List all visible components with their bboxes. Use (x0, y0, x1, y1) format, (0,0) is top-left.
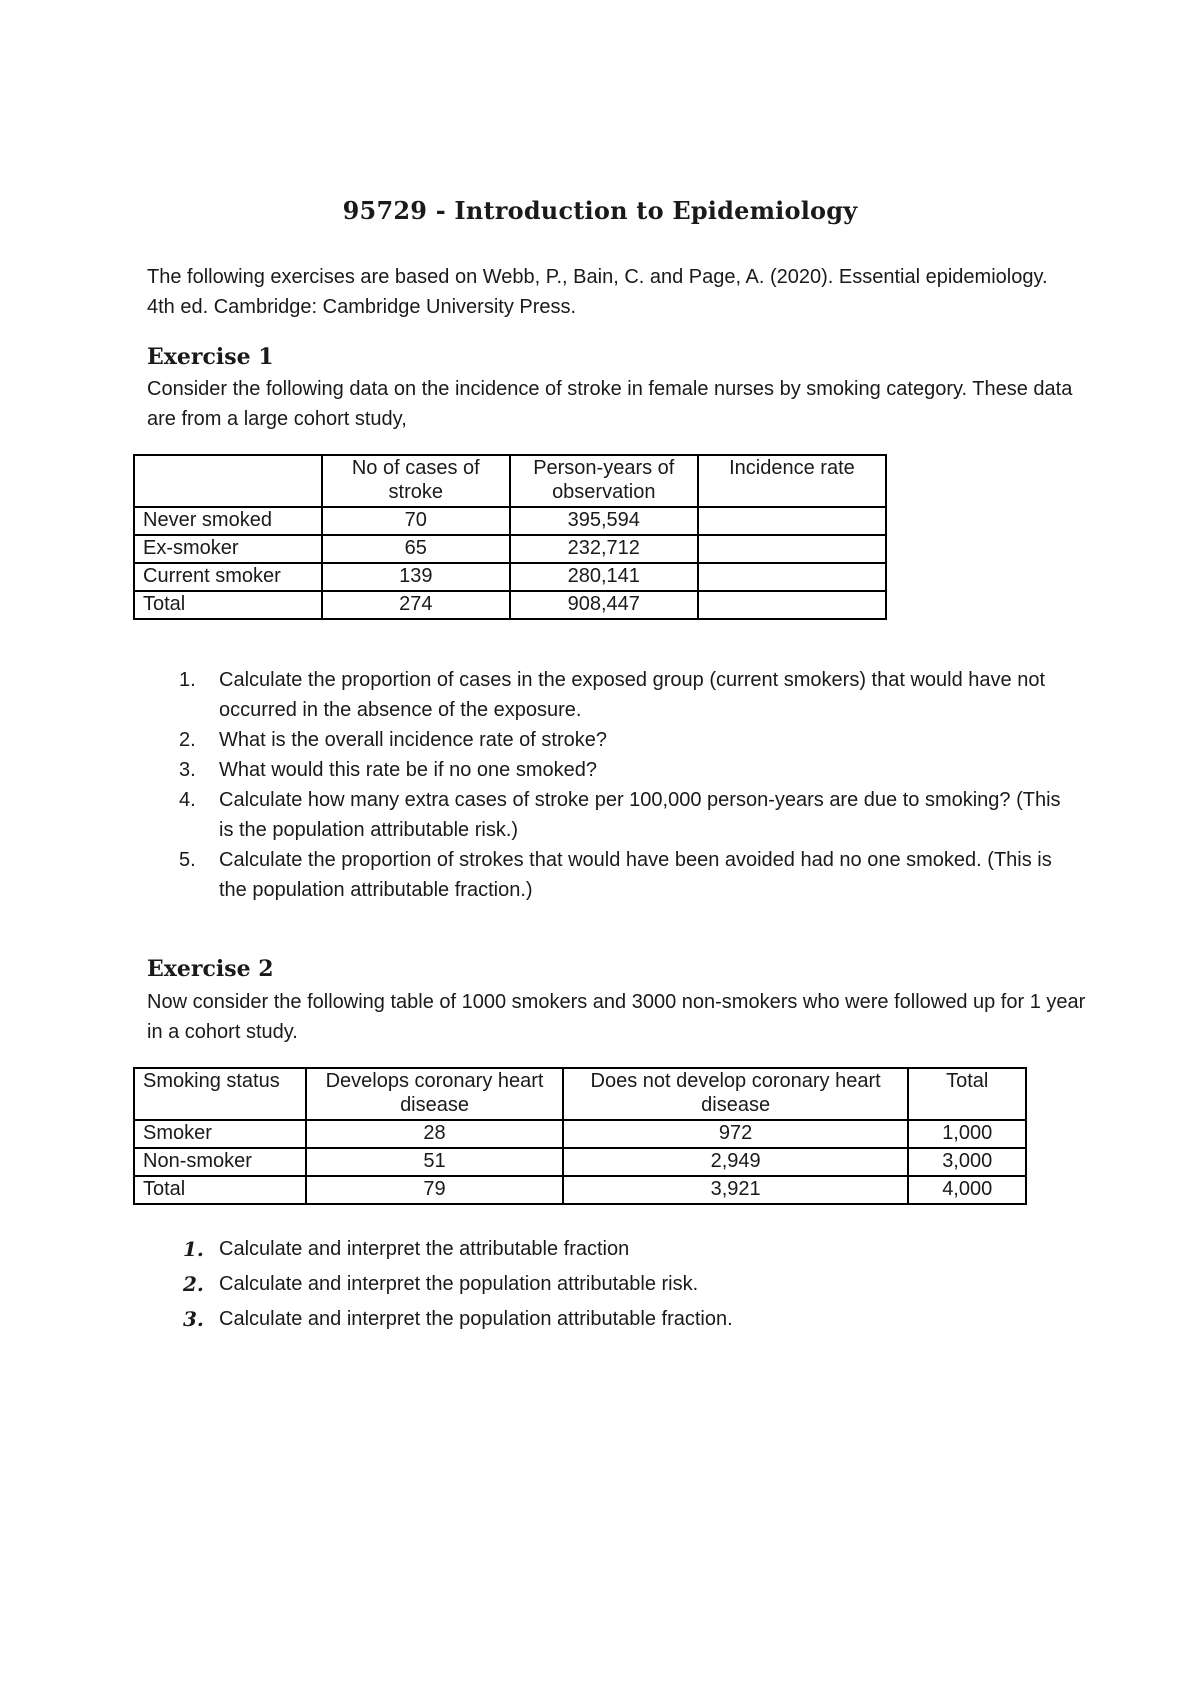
table-cell: 139 (322, 563, 510, 591)
list-item (147, 1302, 1077, 1337)
row-label: Current smoker (134, 563, 322, 591)
list-number: 2. (179, 729, 196, 751)
row-label: Total (134, 591, 322, 619)
list-item (147, 725, 1077, 755)
table-row (134, 1148, 1026, 1176)
question-text: Calculate and interpret the population attributable risk. (219, 1273, 699, 1295)
table-row (134, 1120, 1026, 1148)
coronary-heart-disease-table (133, 1067, 1027, 1205)
list-number: 1. (179, 669, 196, 691)
table-cell: 79 (306, 1176, 563, 1204)
table-cell: 280,141 (510, 563, 698, 591)
list-item (147, 1267, 1077, 1302)
stroke-incidence-table (133, 454, 887, 620)
list-number: 3. (179, 759, 196, 781)
table-header-row (134, 1068, 1026, 1120)
table-cell: 65 (322, 535, 510, 563)
table-row (134, 535, 886, 563)
row-label: Smoker (134, 1120, 306, 1148)
question-text: Calculate how many extra cases of stroke per 100,000 person-years are due to smoking? (This is the population attributable risk.) (219, 789, 1061, 841)
table-header-cell: Does not develop coronary heart disease (563, 1068, 909, 1120)
table-header-cell (134, 455, 322, 507)
table-header-cell: Incidence rate (698, 455, 886, 507)
list-number: 4. (179, 789, 196, 811)
exercise-2-description: Now consider the following table of 1000 smokers and 3000 non-smokers who were followed up for 1 year in a cohort study. (147, 991, 1086, 1043)
exercise-1-description: Consider the following data on the incidence of stroke in female nurses by smoking category. These data are from a large cohort study, (147, 378, 1073, 430)
row-label: Non-smoker (134, 1148, 306, 1176)
list-number: 2. (183, 1272, 204, 1296)
table-cell: 51 (306, 1148, 563, 1176)
row-label: Total (134, 1176, 306, 1204)
table-cell: 70 (322, 507, 510, 535)
table-header-cell: Develops coronary heart disease (306, 1068, 563, 1120)
table-header-cell: Smoking status (134, 1068, 306, 1120)
question-text: What would this rate be if no one smoked? (219, 759, 597, 781)
table-cell: 395,594 (510, 507, 698, 535)
table-header-cell: No of cases of stroke (322, 455, 510, 507)
table-cell: 908,447 (510, 591, 698, 619)
list-number: 5. (179, 849, 196, 871)
table-header-cell: Person-years of observation (510, 455, 698, 507)
table-cell: 232,712 (510, 535, 698, 563)
table-cell: 4,000 (908, 1176, 1026, 1204)
table-cell: 972 (563, 1120, 909, 1148)
table-row (134, 563, 886, 591)
table-row (134, 1176, 1026, 1204)
list-item (147, 755, 1077, 785)
exercise-1-heading: Exercise 1 (147, 344, 274, 370)
intro-paragraph: The following exercises are based on Webb, P., Bain, C. and Page, A. (2020). Essential epidemiology. 4th ed. Cambridge: Cambridge University Press. (147, 266, 1048, 318)
list-item (147, 785, 1077, 845)
exercise-2-questions (147, 1232, 1077, 1337)
list-item (147, 1232, 1077, 1267)
table-cell (698, 563, 886, 591)
table-row (134, 591, 886, 619)
table-row (134, 507, 886, 535)
exercise-1-questions (147, 665, 1077, 905)
table-header-row (134, 455, 886, 507)
exercise-2-heading: Exercise 2 (147, 956, 274, 982)
table-cell: 3,000 (908, 1148, 1026, 1176)
list-item (147, 845, 1077, 905)
table-cell: 28 (306, 1120, 563, 1148)
table-cell (698, 507, 886, 535)
table-cell (698, 591, 886, 619)
question-text: Calculate and interpret the population attributable fraction. (219, 1308, 733, 1330)
list-item (147, 665, 1077, 725)
question-text: Calculate and interpret the attributable fraction (219, 1238, 630, 1260)
table-header-cell: Total (908, 1068, 1026, 1120)
question-text: What is the overall incidence rate of stroke? (219, 729, 607, 751)
table-cell: 3,921 (563, 1176, 909, 1204)
table-cell: 1,000 (908, 1120, 1026, 1148)
row-label: Ex-smoker (134, 535, 322, 563)
list-number: 3. (183, 1307, 204, 1331)
document-title: 95729 - Introduction to Epidemiology (342, 196, 858, 225)
table-cell: 274 (322, 591, 510, 619)
question-text: Calculate the proportion of strokes that would have been avoided had no one smoked. (This is the population attributable fraction.) (219, 849, 1052, 901)
table-cell: 2,949 (563, 1148, 909, 1176)
list-number: 1. (183, 1237, 204, 1261)
question-text: Calculate the proportion of cases in the exposed group (current smokers) that would have not occurred in the absence of the exposure. (219, 669, 1046, 721)
table-cell (698, 535, 886, 563)
row-label: Never smoked (134, 507, 322, 535)
